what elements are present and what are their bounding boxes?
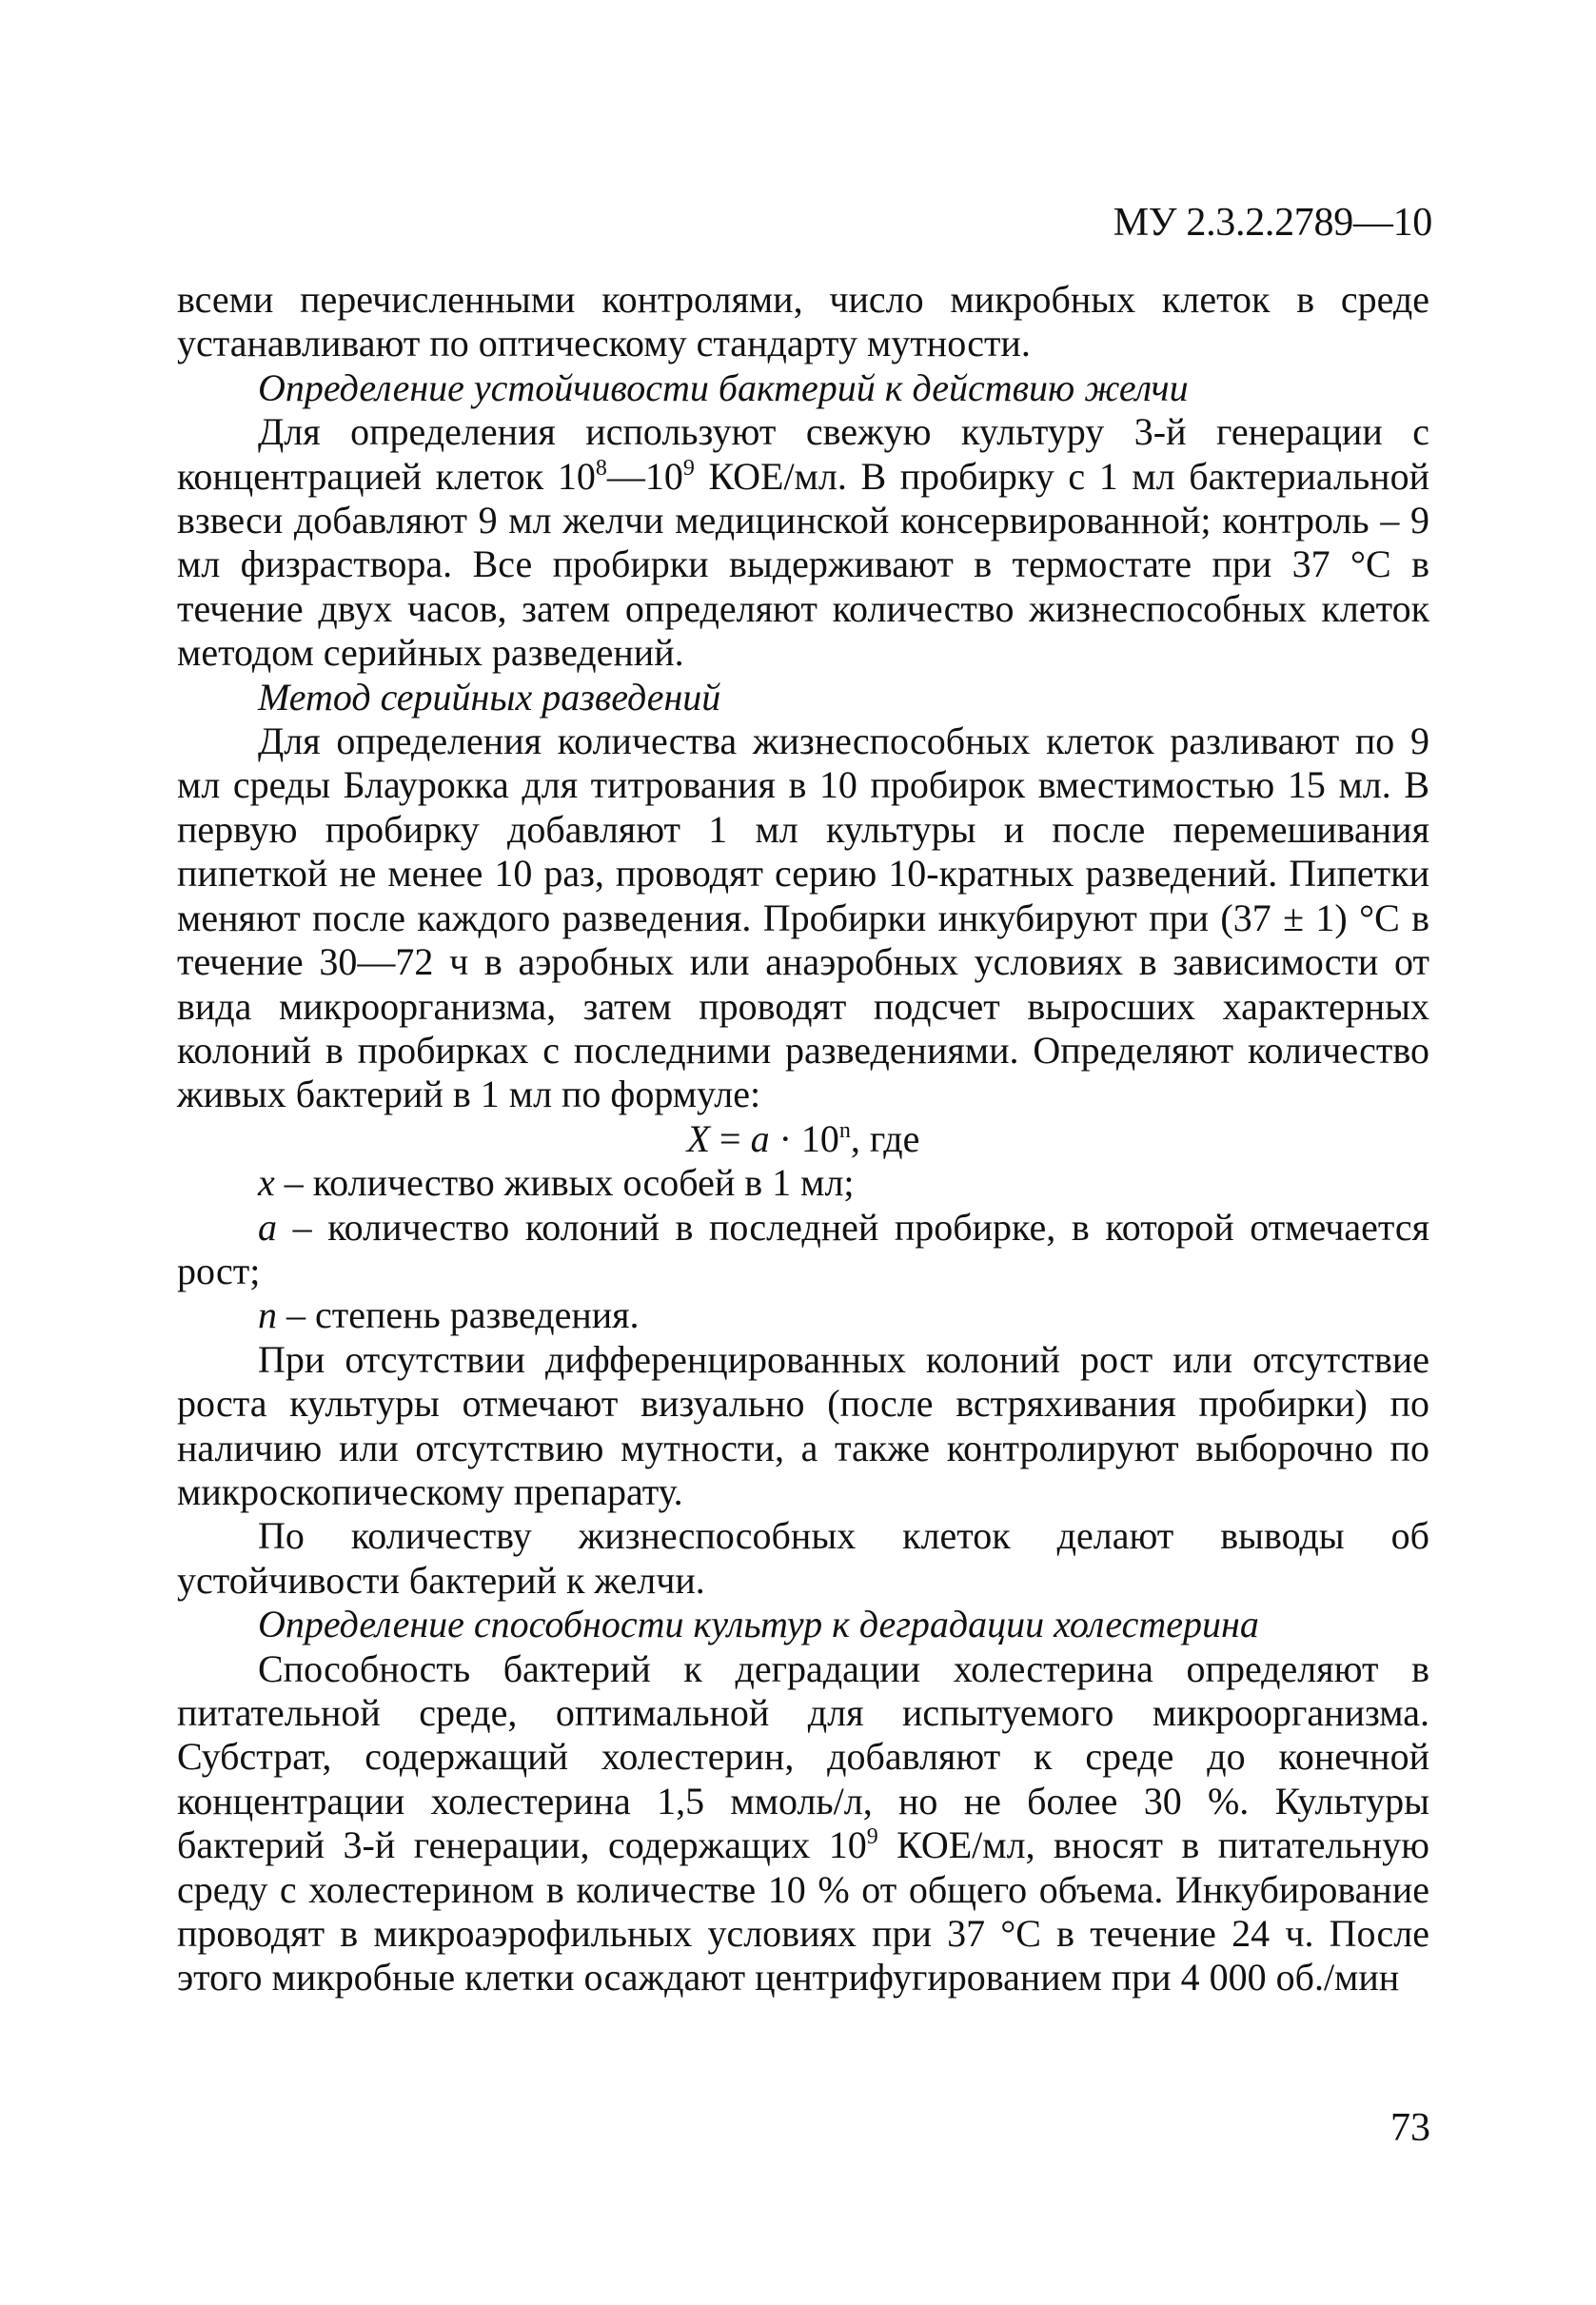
text-run: КОЕ/мл. В пробирку с 1 мл бактериальной взвеси добавляют 9 мл желчи медицинской консервированной; контроль – 9 мл физраствора. Все пробирки выдерживают в термостате при 37 °С в течение двух часов, затем определяют количество жизнеспособных клеток методом серийных разведений. <box>177 454 1429 675</box>
page-number: 73 <box>1390 2106 1430 2150</box>
definition-text: – степень разведения. <box>277 1293 640 1337</box>
formula-exponent: n <box>838 1117 851 1143</box>
superscript: 9 <box>682 455 695 481</box>
formula-tail: , где <box>850 1116 920 1160</box>
definition-symbol: n <box>258 1293 277 1337</box>
paragraph-cholesterol-method <box>177 1647 1429 2000</box>
superscript: 8 <box>595 455 607 481</box>
formula <box>177 1117 1429 1161</box>
document-code-header: МУ 2.3.2.2789—10 <box>1113 201 1432 245</box>
text-run: КОЕ/мл, вносят в питательную среду с холестерином в количестве 10 % от общего объема. Инкубирование проводят в микроаэрофильных условиях при 37 °С в течение 24 ч. После этого микробные клетки осаждают центрифугированием при 4 000 об./мин <box>177 1823 1429 2000</box>
formula-dot: · 10 <box>769 1116 839 1160</box>
text-run: Для определения используют свежую культуру 3-й генерации с концентрацией клеток 10 <box>177 410 1429 498</box>
paragraph-continuation: всеми перечисленными контролями, число микробных клеток в среде устанавливают по оптическому стандарту мутности. <box>177 278 1429 365</box>
definition-x <box>177 1161 1429 1205</box>
text-run: Способность бактерий к деградации холестерина определяют в питательной среде, оптимальной для испытуемого микроорганизма. Субстрат, содержащий холестерин, добавляют к среде до конечной концентрации холестерина 1,5 ммоль/л, но не более 30 %. Культуры бактерий 3-й генерации, содержащих 10 <box>177 1646 1429 1867</box>
section-heading-serial-dilutions: Метод серийных разведений <box>258 675 721 719</box>
text-run: —10 <box>606 454 683 498</box>
paragraph-no-colonies: При отсутствии дифференцированных колоний рост или отсутствие роста культуры отмечают визуально (после встряхивания пробирки) по наличию или отсутствию мутности, а также контролируют выборочно по микроскопическому препарату. <box>177 1337 1429 1513</box>
formula-eq: = <box>710 1116 751 1160</box>
superscript: 9 <box>866 1824 878 1850</box>
section-heading-bile-resistance: Определение устойчивости бактерий к действию желчи <box>258 365 1189 409</box>
paragraph-bile-method <box>177 410 1429 675</box>
definition-n <box>177 1293 1429 1337</box>
paragraph-conclusion: По количеству жизнеспособных клеток делают выводы об устойчивости бактерий к желчи. <box>177 1514 1429 1602</box>
definition-text: – количество живых особей в 1 мл; <box>274 1161 855 1205</box>
definition-symbol: a <box>258 1205 277 1249</box>
definition-a <box>177 1206 1429 1294</box>
document-body <box>177 278 1429 2000</box>
definition-text: – количество колоний в последней пробирке, в которой отмечается рост; <box>177 1205 1429 1292</box>
paragraph-serial-dilutions: Для определения количества жизнеспособных клеток разливают по 9 мл среды Блаурокка для титрования в 10 пробирок вместимостью 15 мл. В первую пробирку добавляют 1 мл культуры и после перемешивания пипеткой не менее 10 раз, проводят серию 10-кратных разведений. Пипетки меняют после каждого разведения. Пробирки инкубируют при (37 ± 1) °С в течение 30—72 ч в аэробных или анаэробных условиях в зависимости от вида микроорганизма, затем проводят подсчет выросших характерных колоний в пробирках с последними разведениями. Определяют количество живых бактерий в 1 мл по формуле: <box>177 719 1429 1116</box>
section-heading-cholesterol: Определение способности культур к деградации холестерина <box>258 1603 1259 1646</box>
formula-lhs: X <box>686 1116 710 1160</box>
formula-a: a <box>750 1116 770 1160</box>
definition-symbol: x <box>258 1161 275 1205</box>
